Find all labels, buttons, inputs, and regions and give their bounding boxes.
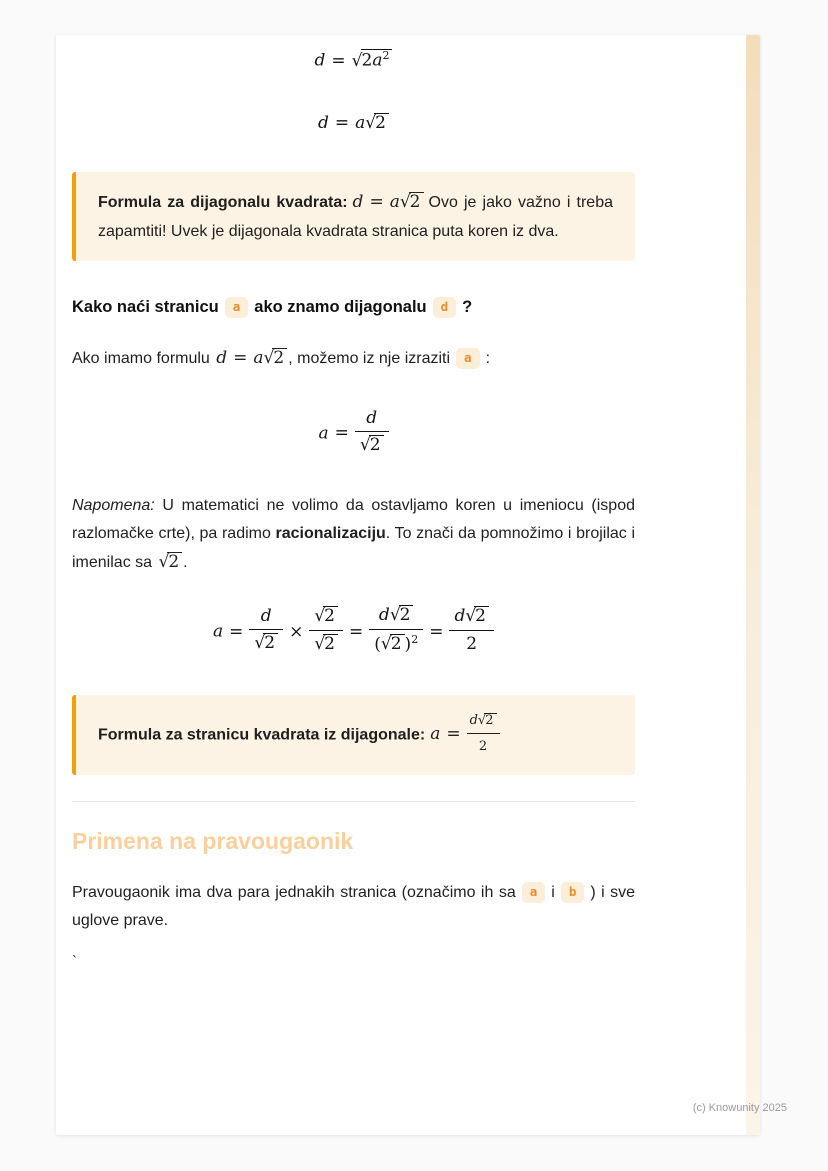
radical-sign: √ — [465, 606, 477, 627]
note-lead: Napomena: — [72, 496, 155, 514]
math-variable: a — [213, 621, 224, 642]
numerator — [369, 605, 423, 629]
numerator — [355, 408, 389, 431]
document-page — [56, 35, 760, 1135]
paragraph-note — [72, 492, 635, 578]
radicand: 2 — [323, 606, 338, 627]
code-badge-a: a — [225, 297, 249, 318]
denominator — [249, 629, 283, 654]
paren-close: ) — [404, 634, 412, 655]
equals-sign: = — [334, 113, 350, 134]
paragraph-rectangle-intro — [72, 879, 635, 935]
sqrt-radical — [381, 634, 405, 654]
callout-diagonal-formula — [72, 172, 635, 262]
paragraph-text: Pravougaonik ima dva para jednakih stranica (označimo ih sa — [72, 883, 516, 901]
footer-credit: (c) Knowunity 2025 — [692, 1102, 787, 1114]
radicand: 2 — [374, 113, 389, 134]
sqrt-radical — [352, 51, 393, 71]
denominator — [355, 431, 389, 456]
fraction — [369, 605, 423, 655]
equals-sign: = — [348, 621, 364, 642]
paragraph-text: : — [485, 350, 491, 368]
code-badge-a: a — [456, 348, 480, 369]
radicand: 2 — [369, 435, 384, 456]
sqrt-radical — [390, 605, 414, 625]
heading-text: Kako naći stranicu — [72, 298, 219, 317]
math-variable: d — [352, 191, 364, 212]
stray-backtick: ` — [72, 952, 77, 970]
sqrt-radical — [314, 634, 338, 654]
math-variable: a — [253, 348, 264, 369]
radical-sign: √ — [314, 633, 326, 654]
radicand — [361, 49, 393, 71]
section-heading-rectangle: Primena na pravougaonik — [72, 827, 354, 854]
radical-sign: √ — [477, 713, 487, 729]
callout-title: Formula za dijagonalu kvadrata: — [98, 193, 348, 211]
math-number: 2 — [466, 633, 478, 654]
radicand: 2 — [399, 605, 414, 626]
sqrt-radical — [365, 113, 389, 133]
heading-text: ako znamo dijagonalu — [254, 298, 427, 317]
sqrt-radical — [400, 192, 424, 212]
denominator — [309, 630, 343, 655]
paragraph-text: , možemo iz nje izraziti — [288, 350, 451, 368]
radicand: 2 — [263, 633, 278, 654]
emphasized-term: racionalizaciju — [275, 524, 386, 542]
radicand: 2 — [272, 348, 287, 369]
math-exponent: 2 — [382, 49, 390, 62]
math-variable: d — [260, 606, 272, 627]
radicand: 2 — [484, 713, 496, 729]
math-variable: a — [355, 113, 366, 134]
math-variable: d — [366, 407, 378, 428]
radicand: 2 — [390, 634, 405, 655]
equals-sign: = — [229, 621, 244, 642]
paragraph-text: i — [551, 883, 555, 901]
math-variable: d — [216, 348, 228, 369]
times-sign: × — [289, 621, 304, 642]
math-number: 2 — [478, 739, 488, 755]
inline-math — [430, 713, 499, 755]
sqrt-radical — [360, 435, 384, 455]
fraction — [249, 606, 283, 654]
paragraph-text: . — [183, 553, 188, 571]
equals-sign: = — [429, 621, 444, 642]
code-badge-d: d — [433, 297, 457, 318]
fraction — [309, 606, 343, 654]
numerator — [309, 606, 343, 630]
formula-diagonal-radical — [72, 49, 635, 71]
math-variable: d — [469, 713, 478, 729]
math-variable: d — [318, 113, 329, 134]
fraction — [467, 709, 500, 759]
math-variable: a — [430, 724, 441, 745]
inline-math — [216, 348, 287, 368]
paragraph-text: Ako imamo formulu — [72, 350, 215, 368]
inline-math — [158, 552, 182, 572]
radical-sign: √ — [389, 605, 401, 626]
equals-sign: = — [369, 191, 384, 212]
radicand: 2 — [409, 192, 424, 213]
equals-sign: = — [334, 423, 349, 444]
math-variable: d — [454, 606, 466, 627]
denominator — [369, 629, 423, 655]
code-badge-b: b — [561, 882, 585, 903]
math-variable: a — [389, 191, 400, 212]
callout-title: Formula za stranicu kvadrata iz dijagonale: — [98, 726, 426, 744]
paragraph-text: ) i sve uglove prave. — [72, 883, 635, 929]
radicand: 2 — [323, 634, 338, 655]
heading-text: ? — [462, 298, 473, 317]
radical-sign: √ — [351, 50, 363, 71]
radical-sign: √ — [359, 434, 371, 455]
paragraph-text: . To znači da pomnožimo i brojilac i imenilac sa — [72, 524, 635, 571]
numerator — [449, 606, 494, 630]
radicand: 2 — [167, 552, 182, 573]
paragraph-derive — [72, 344, 635, 374]
page-edge-strip — [746, 35, 760, 1135]
equals-sign: = — [331, 50, 346, 71]
math-number: 2 — [361, 50, 373, 71]
math-variable: d — [314, 50, 326, 71]
sqrt-radical — [264, 348, 288, 368]
fraction — [355, 408, 389, 456]
callout-side-formula — [72, 695, 635, 775]
inline-math — [353, 192, 424, 212]
sqrt-radical — [478, 713, 497, 728]
math-variable: a — [318, 423, 329, 444]
paren-open: ( — [374, 634, 381, 655]
sqrt-radical — [254, 633, 278, 653]
code-badge-a: a — [522, 882, 546, 903]
math-exponent: 2 — [411, 632, 419, 646]
equals-sign: = — [446, 724, 461, 745]
paragraph-text: U matematici ne volimo da ostavljamo koren u imeniocu (ispod razlomačke crte), pa radimo — [72, 496, 635, 542]
section-question-heading — [72, 297, 635, 318]
sqrt-radical — [314, 606, 338, 626]
radicand: 2 — [474, 606, 489, 627]
numerator — [467, 709, 500, 733]
sqrt-radical — [158, 552, 182, 572]
radical-sign: √ — [399, 191, 411, 212]
radical-sign: √ — [158, 551, 170, 572]
numerator — [249, 606, 283, 629]
radical-sign: √ — [254, 633, 266, 654]
radical-sign: √ — [263, 348, 275, 369]
denominator — [449, 630, 494, 654]
formula-diagonal-simplified — [72, 113, 635, 134]
equals-sign: = — [233, 348, 248, 369]
radical-sign: √ — [314, 606, 326, 627]
math-variable: a — [372, 50, 383, 71]
formula-side-from-diagonal — [72, 407, 635, 458]
denominator — [467, 733, 500, 758]
math-variable: d — [378, 605, 390, 626]
page-content — [56, 35, 635, 970]
sqrt-radical — [465, 606, 489, 626]
radical-sign: √ — [365, 113, 377, 134]
section-divider — [72, 801, 635, 802]
radical-sign: √ — [380, 634, 392, 655]
callout-body: Ovo je jako važno i treba zapamtiti! Uvek je dijagonala kvadrata stranica puta koren iz dva. — [98, 193, 614, 240]
formula-rationalization — [72, 607, 635, 657]
fraction — [449, 606, 494, 654]
